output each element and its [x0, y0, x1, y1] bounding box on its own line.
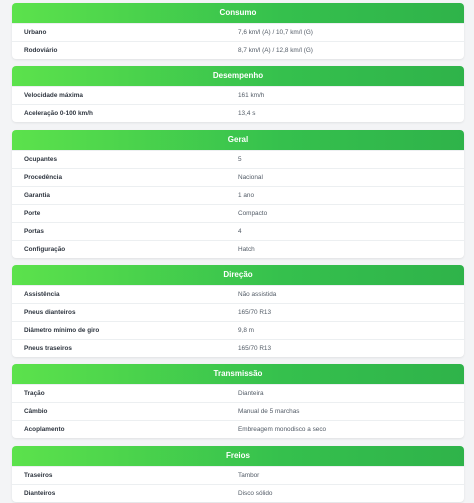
- spec-label: Câmbio: [24, 408, 48, 415]
- section-consumo: [12, 3, 464, 59]
- spec-row: [12, 420, 464, 438]
- spec-label: Assistência: [24, 291, 60, 298]
- spec-label: Velocidade máxima: [24, 92, 83, 99]
- spec-value: 13,4 s: [238, 110, 256, 117]
- spec-value: Nacional: [238, 174, 263, 181]
- spec-row: [12, 222, 464, 240]
- spec-value: 161 km/h: [238, 92, 265, 99]
- spec-value: Disco sólido: [238, 490, 273, 497]
- spec-label: Diâmetro mínimo de giro: [24, 327, 100, 334]
- spec-row: [12, 150, 464, 168]
- section-header: Desempenho: [12, 66, 464, 86]
- spec-label: Portas: [24, 228, 44, 235]
- spec-row: [12, 240, 464, 258]
- spec-row: [12, 384, 464, 402]
- section-header: Freios: [12, 446, 464, 466]
- spec-value: 1 ano: [238, 192, 254, 199]
- section-desempenho: [12, 66, 464, 122]
- spec-row: [12, 41, 464, 59]
- section-freios: [12, 446, 464, 502]
- section-transmissao: [12, 364, 464, 438]
- section-header: Direção: [12, 265, 464, 285]
- section-direcao: [12, 265, 464, 357]
- spec-label: Tração: [24, 390, 45, 397]
- spec-row: [12, 104, 464, 122]
- spec-value: Compacto: [238, 210, 268, 217]
- spec-value: 4: [238, 228, 242, 235]
- spec-row: [12, 86, 464, 104]
- section-header: Consumo: [12, 3, 464, 23]
- spec-row: [12, 484, 464, 502]
- spec-row: [12, 23, 464, 41]
- spec-value: Embreagem monodisco a seco: [238, 426, 327, 433]
- spec-value: 8,7 km/l (A) / 12,8 km/l (G): [238, 47, 313, 54]
- spec-label: Rodoviário: [24, 47, 58, 54]
- spec-value: 7,6 km/l (A) / 10,7 km/l (G): [238, 29, 313, 36]
- spec-label: Dianteiros: [24, 490, 56, 497]
- spec-row: [12, 168, 464, 186]
- spec-row: [12, 303, 464, 321]
- spec-label: Porte: [24, 210, 41, 217]
- spec-row: [12, 204, 464, 222]
- spec-label: Garantia: [24, 192, 50, 199]
- spec-row: [12, 466, 464, 484]
- spec-value: Dianteira: [238, 390, 264, 397]
- spec-label: Procedência: [24, 174, 63, 181]
- spec-label: Aceleração 0-100 km/h: [24, 110, 93, 117]
- spec-value: Manual de 5 marchas: [238, 408, 300, 415]
- spec-label: Traseiros: [24, 472, 53, 479]
- spec-value: 165/70 R13: [238, 309, 272, 316]
- spec-label: Pneus dianteiros: [24, 309, 76, 316]
- spec-value: 165/70 R13: [238, 345, 272, 352]
- spec-value: Não assistida: [238, 291, 277, 298]
- spec-value: 9,8 m: [238, 327, 254, 334]
- spec-row: [12, 285, 464, 303]
- spec-label: Configuração: [24, 246, 66, 253]
- section-header: Geral: [12, 130, 464, 150]
- section-geral: [12, 130, 464, 258]
- spec-value: 5: [238, 156, 242, 163]
- section-header: Transmissão: [12, 364, 464, 384]
- spec-row: [12, 339, 464, 357]
- spec-row: [12, 402, 464, 420]
- spec-value: Tambor: [238, 472, 260, 479]
- spec-value: Hatch: [238, 246, 255, 253]
- spec-row: [12, 186, 464, 204]
- spec-label: Pneus traseiros: [24, 345, 72, 352]
- spec-row: [12, 321, 464, 339]
- spec-label: Ocupantes: [24, 156, 58, 163]
- spec-label: Urbano: [24, 29, 47, 36]
- spec-label: Acoplamento: [24, 426, 65, 433]
